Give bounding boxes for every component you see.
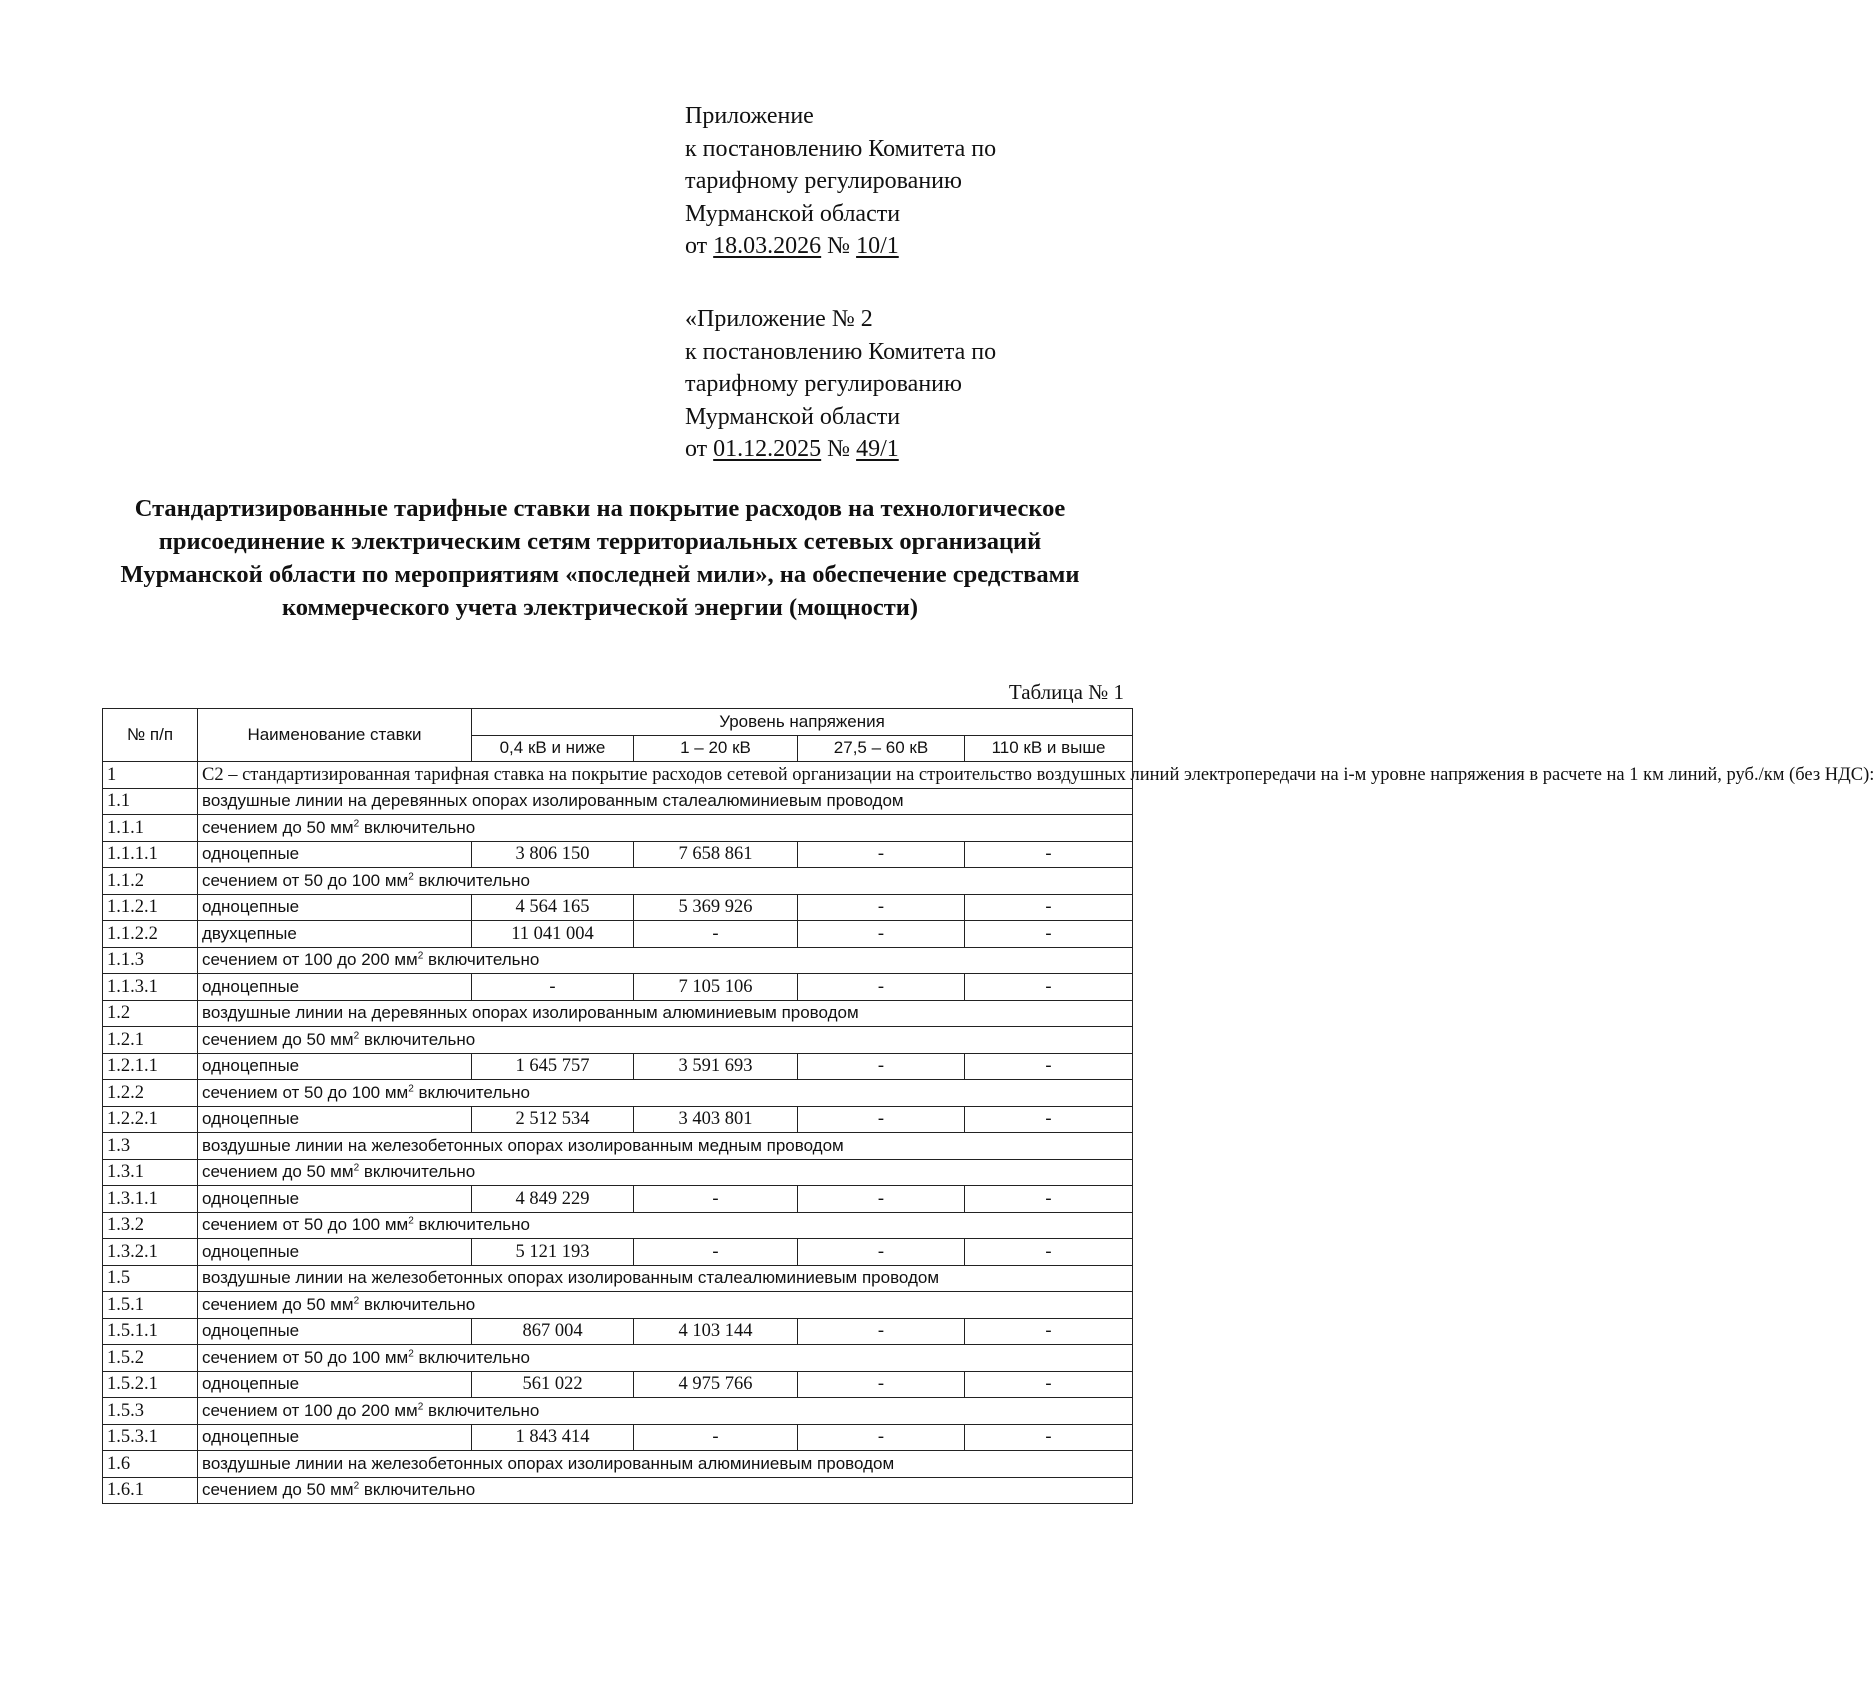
section-text: сечением до 50 мм bbox=[202, 1162, 354, 1182]
rate-value: 3 591 693 bbox=[634, 1053, 798, 1080]
section-row bbox=[103, 1292, 1133, 1319]
table-row bbox=[103, 1424, 1133, 1451]
superscript: 2 bbox=[417, 950, 424, 962]
section-description bbox=[198, 947, 1133, 974]
rate-value: 4 103 144 bbox=[634, 1318, 798, 1345]
section-description bbox=[198, 1212, 1133, 1239]
section-text: сечением до 50 мм bbox=[202, 1480, 354, 1500]
section-row bbox=[103, 868, 1133, 895]
rate-value: - bbox=[798, 974, 965, 1001]
rate-value: - bbox=[798, 921, 965, 948]
rates-table bbox=[102, 708, 1874, 1504]
approval-date-line bbox=[685, 433, 1125, 466]
row-number: 1.1.2.1 bbox=[103, 894, 198, 921]
rate-value: - bbox=[798, 1371, 965, 1398]
rate-value: - bbox=[965, 1186, 1133, 1213]
row-number: 1.1.2 bbox=[103, 868, 198, 895]
row-number: 1.5 bbox=[103, 1265, 198, 1292]
section-description bbox=[198, 868, 1133, 895]
section-description bbox=[198, 1398, 1133, 1425]
section-text: воздушные линии на деревянных опорах изолированным алюминиевым проводом bbox=[202, 1003, 859, 1023]
row-number: 1.1.3.1 bbox=[103, 974, 198, 1001]
rate-value: 561 022 bbox=[472, 1371, 634, 1398]
section-row bbox=[103, 788, 1133, 815]
section-row bbox=[103, 1212, 1133, 1239]
row-number: 1.5.3.1 bbox=[103, 1424, 198, 1451]
section-suffix: включительно bbox=[423, 1400, 540, 1420]
section-description bbox=[198, 1292, 1133, 1319]
approval-date-line bbox=[685, 230, 1125, 263]
table-row bbox=[103, 1371, 1133, 1398]
table-row bbox=[103, 1318, 1133, 1345]
section-text: воздушные линии на железобетонных опорах изолированным медным проводом bbox=[202, 1135, 844, 1155]
table-row bbox=[103, 841, 1133, 868]
row-number: 1 bbox=[103, 762, 198, 789]
rate-name: одноцепные bbox=[198, 841, 472, 868]
superscript: 2 bbox=[408, 871, 414, 883]
approval-line: Приложение bbox=[685, 103, 814, 129]
rate-value: 1 843 414 bbox=[472, 1424, 634, 1451]
row-number: 1.5.2.1 bbox=[103, 1371, 198, 1398]
header-level: 110 кВ и выше bbox=[965, 735, 1133, 762]
table-row bbox=[103, 894, 1133, 921]
superscript: 2 bbox=[353, 1480, 360, 1492]
section-suffix: включительно bbox=[359, 817, 476, 837]
table-row bbox=[103, 974, 1133, 1001]
rate-value: - bbox=[472, 974, 634, 1001]
document-title: Стандартизированные тарифные ставки на покрытие расходов на технологическое присоединение к электрическим сетям территориальных сетевых организаций Мурманской области по мероприятиям «последней мили», на обеспечение средствами коммерческого учета электрической энергии (мощности) bbox=[120, 495, 1080, 621]
rate-value: - bbox=[965, 1424, 1133, 1451]
table-header-row bbox=[103, 709, 1133, 736]
row-number: 1.6.1 bbox=[103, 1477, 198, 1504]
approval-block-original bbox=[685, 303, 1125, 466]
rate-value: - bbox=[798, 1053, 965, 1080]
rate-value: 3 806 150 bbox=[472, 841, 634, 868]
rate-value: - bbox=[798, 841, 965, 868]
superscript: 2 bbox=[353, 1030, 360, 1042]
section-description bbox=[198, 1477, 1133, 1504]
rate-value: - bbox=[634, 1186, 798, 1213]
approval-line: к постановлению Комитета по bbox=[685, 135, 997, 162]
number-sign: № bbox=[827, 233, 851, 259]
section-description bbox=[198, 1451, 1133, 1478]
section-text: воздушные линии на железобетонных опорах изолированным алюминиевым проводом bbox=[202, 1453, 895, 1473]
rate-value: 1 645 757 bbox=[472, 1053, 634, 1080]
section-text: сечением от 50 до 100 мм bbox=[202, 1347, 409, 1367]
section-text: сечением от 100 до 200 мм bbox=[202, 950, 418, 970]
section-row bbox=[103, 947, 1133, 974]
rate-value: - bbox=[965, 841, 1133, 868]
approval-line: к постановлению Комитета по bbox=[685, 338, 997, 365]
section-text: сечением от 50 до 100 мм bbox=[202, 1082, 409, 1102]
section-suffix: включительно bbox=[359, 1029, 476, 1049]
section-description bbox=[198, 1345, 1133, 1372]
header-level: 0,4 кВ и ниже bbox=[472, 735, 634, 762]
approval-line: тарифному регулированию bbox=[685, 168, 962, 194]
superscript: 2 bbox=[408, 1348, 414, 1360]
rate-name: одноцепные bbox=[198, 1318, 472, 1345]
row-number: 1.2.2.1 bbox=[103, 1106, 198, 1133]
section-suffix: включительно bbox=[423, 950, 540, 970]
row-number: 1.2.1 bbox=[103, 1027, 198, 1054]
rate-value: - bbox=[965, 1053, 1133, 1080]
rate-value: - bbox=[634, 1424, 798, 1451]
section-text: сечением от 50 до 100 мм bbox=[202, 1215, 409, 1235]
date-prefix: от bbox=[685, 233, 708, 259]
section-description bbox=[198, 1000, 1133, 1027]
rate-value: - bbox=[798, 1186, 965, 1213]
rate-value: - bbox=[965, 1371, 1133, 1398]
section-text: воздушные линии на деревянных опорах изолированным сталеалюминиевым проводом bbox=[202, 791, 904, 811]
approval-line: Мурманской области bbox=[685, 403, 901, 430]
superscript: 2 bbox=[353, 818, 360, 830]
row-number: 1.5.1 bbox=[103, 1292, 198, 1319]
superscript: 2 bbox=[417, 1401, 424, 1413]
section-description bbox=[198, 1265, 1133, 1292]
row-number: 1.1.1 bbox=[103, 815, 198, 842]
rate-value: - bbox=[634, 921, 798, 948]
row-number: 1.2 bbox=[103, 1000, 198, 1027]
header-voltage-group: Уровень напряжения bbox=[472, 709, 1133, 736]
approval-line: «Приложение № 2 bbox=[685, 306, 873, 332]
row-number: 1.5.1.1 bbox=[103, 1318, 198, 1345]
section-description bbox=[198, 815, 1133, 842]
header-num: № п/п bbox=[103, 709, 198, 762]
superscript: 2 bbox=[408, 1083, 414, 1095]
row-number: 1.1 bbox=[103, 788, 198, 815]
row-number: 1.6 bbox=[103, 1451, 198, 1478]
rate-value: - bbox=[798, 894, 965, 921]
table-label: Таблица № 1 bbox=[1008, 680, 1124, 704]
rate-name: одноцепные bbox=[198, 894, 472, 921]
header-name: Наименование ставки bbox=[198, 709, 472, 762]
approval-block-current bbox=[685, 100, 1125, 263]
section-text: сечением от 50 до 100 мм bbox=[202, 870, 409, 890]
section-description bbox=[198, 1159, 1133, 1186]
row-number: 1.2.2 bbox=[103, 1080, 198, 1107]
superscript: 2 bbox=[353, 1295, 360, 1307]
row-number: 1.5.2 bbox=[103, 1345, 198, 1372]
table-row bbox=[103, 1239, 1133, 1266]
section-row bbox=[103, 1345, 1133, 1372]
superscript: 2 bbox=[353, 1162, 360, 1174]
row-number: 1.5.3 bbox=[103, 1398, 198, 1425]
rate-value: 5 121 193 bbox=[472, 1239, 634, 1266]
section-text: сечением до 50 мм bbox=[202, 1029, 354, 1049]
row-number: 1.3.1 bbox=[103, 1159, 198, 1186]
rate-value: 5 369 926 bbox=[634, 894, 798, 921]
section-row bbox=[103, 1000, 1133, 1027]
section-suffix: включительно bbox=[413, 1082, 530, 1102]
approval-date: 01.12.2025 bbox=[713, 436, 822, 462]
c2-description: С2 – стандартизированная тарифная ставка на покрытие расходов сетевой организации на строительство воздушных линий электропередачи на i-м уровне напряжения в расчете на 1 км линий, руб./км (без НДС): bbox=[198, 762, 1133, 789]
table-row bbox=[103, 1106, 1133, 1133]
rate-name: одноцепные bbox=[198, 974, 472, 1001]
row-number: 1.3.2.1 bbox=[103, 1239, 198, 1266]
rate-name: одноцепные bbox=[198, 1106, 472, 1133]
section-row bbox=[103, 1398, 1133, 1425]
table-row bbox=[103, 921, 1133, 948]
rate-name: одноцепные bbox=[198, 1239, 472, 1266]
section-row bbox=[103, 815, 1133, 842]
rate-value: 3 403 801 bbox=[634, 1106, 798, 1133]
section-suffix: включительно bbox=[413, 870, 530, 890]
section-description bbox=[198, 1027, 1133, 1054]
approval-number: 10/1 bbox=[856, 233, 899, 259]
section-row bbox=[103, 1477, 1133, 1504]
number-sign: № bbox=[827, 436, 851, 462]
section-text: сечением до 50 мм bbox=[202, 1294, 354, 1314]
rate-value: - bbox=[634, 1239, 798, 1266]
section-text: сечением до 50 мм bbox=[202, 817, 354, 837]
c2-section-row bbox=[103, 762, 1133, 789]
section-suffix: включительно bbox=[413, 1347, 530, 1367]
row-number: 1.1.1.1 bbox=[103, 841, 198, 868]
row-number: 1.1.2.2 bbox=[103, 921, 198, 948]
rate-name: двухцепные bbox=[198, 921, 472, 948]
row-number: 1.1.3 bbox=[103, 947, 198, 974]
rate-value: 867 004 bbox=[472, 1318, 634, 1345]
rate-name: одноцепные bbox=[198, 1053, 472, 1080]
row-number: 1.3.1.1 bbox=[103, 1186, 198, 1213]
rate-value: - bbox=[965, 921, 1133, 948]
section-text: сечением от 100 до 200 мм bbox=[202, 1400, 418, 1420]
rate-value: 7 658 861 bbox=[634, 841, 798, 868]
rate-value: 4 975 766 bbox=[634, 1371, 798, 1398]
section-description bbox=[198, 1080, 1133, 1107]
section-suffix: включительно bbox=[359, 1480, 476, 1500]
header-level: 27,5 – 60 кВ bbox=[798, 735, 965, 762]
section-description bbox=[198, 788, 1133, 815]
section-row bbox=[103, 1265, 1133, 1292]
section-row bbox=[103, 1027, 1133, 1054]
section-row bbox=[103, 1159, 1133, 1186]
table-row bbox=[103, 1053, 1133, 1080]
rate-value: - bbox=[798, 1318, 965, 1345]
section-suffix: включительно bbox=[359, 1162, 476, 1182]
section-description bbox=[198, 1133, 1133, 1160]
section-row bbox=[103, 1080, 1133, 1107]
rate-value: 4 564 165 bbox=[472, 894, 634, 921]
section-suffix: включительно bbox=[413, 1215, 530, 1235]
rate-value: - bbox=[798, 1239, 965, 1266]
rate-value: - bbox=[965, 894, 1133, 921]
rate-name: одноцепные bbox=[198, 1186, 472, 1213]
rate-value: - bbox=[965, 974, 1133, 1001]
superscript: 2 bbox=[408, 1215, 414, 1227]
row-number: 1.3.2 bbox=[103, 1212, 198, 1239]
rate-value: 4 849 229 bbox=[472, 1186, 634, 1213]
row-number: 1.2.1.1 bbox=[103, 1053, 198, 1080]
section-text: воздушные линии на железобетонных опорах изолированным сталеалюминиевым проводом bbox=[202, 1268, 940, 1288]
rate-value: - bbox=[965, 1239, 1133, 1266]
rate-name: одноцепные bbox=[198, 1424, 472, 1451]
row-number: 1.3 bbox=[103, 1133, 198, 1160]
rate-value: - bbox=[965, 1318, 1133, 1345]
date-prefix: от bbox=[685, 436, 708, 462]
approval-line: Мурманской области bbox=[685, 200, 901, 227]
rate-value: - bbox=[965, 1106, 1133, 1133]
rate-value: 2 512 534 bbox=[472, 1106, 634, 1133]
section-row bbox=[103, 1133, 1133, 1160]
rate-value: - bbox=[798, 1424, 965, 1451]
header-level: 1 – 20 кВ bbox=[634, 735, 798, 762]
rate-value: 11 041 004 bbox=[472, 921, 634, 948]
approval-line: тарифному регулированию bbox=[685, 371, 962, 397]
rate-value: - bbox=[798, 1106, 965, 1133]
rate-value: 7 105 106 bbox=[634, 974, 798, 1001]
section-suffix: включительно bbox=[359, 1294, 476, 1314]
approval-number: 49/1 bbox=[856, 436, 899, 462]
table-row bbox=[103, 1186, 1133, 1213]
section-row bbox=[103, 1451, 1133, 1478]
approval-date: 18.03.2026 bbox=[713, 233, 822, 259]
rate-name: одноцепные bbox=[198, 1371, 472, 1398]
